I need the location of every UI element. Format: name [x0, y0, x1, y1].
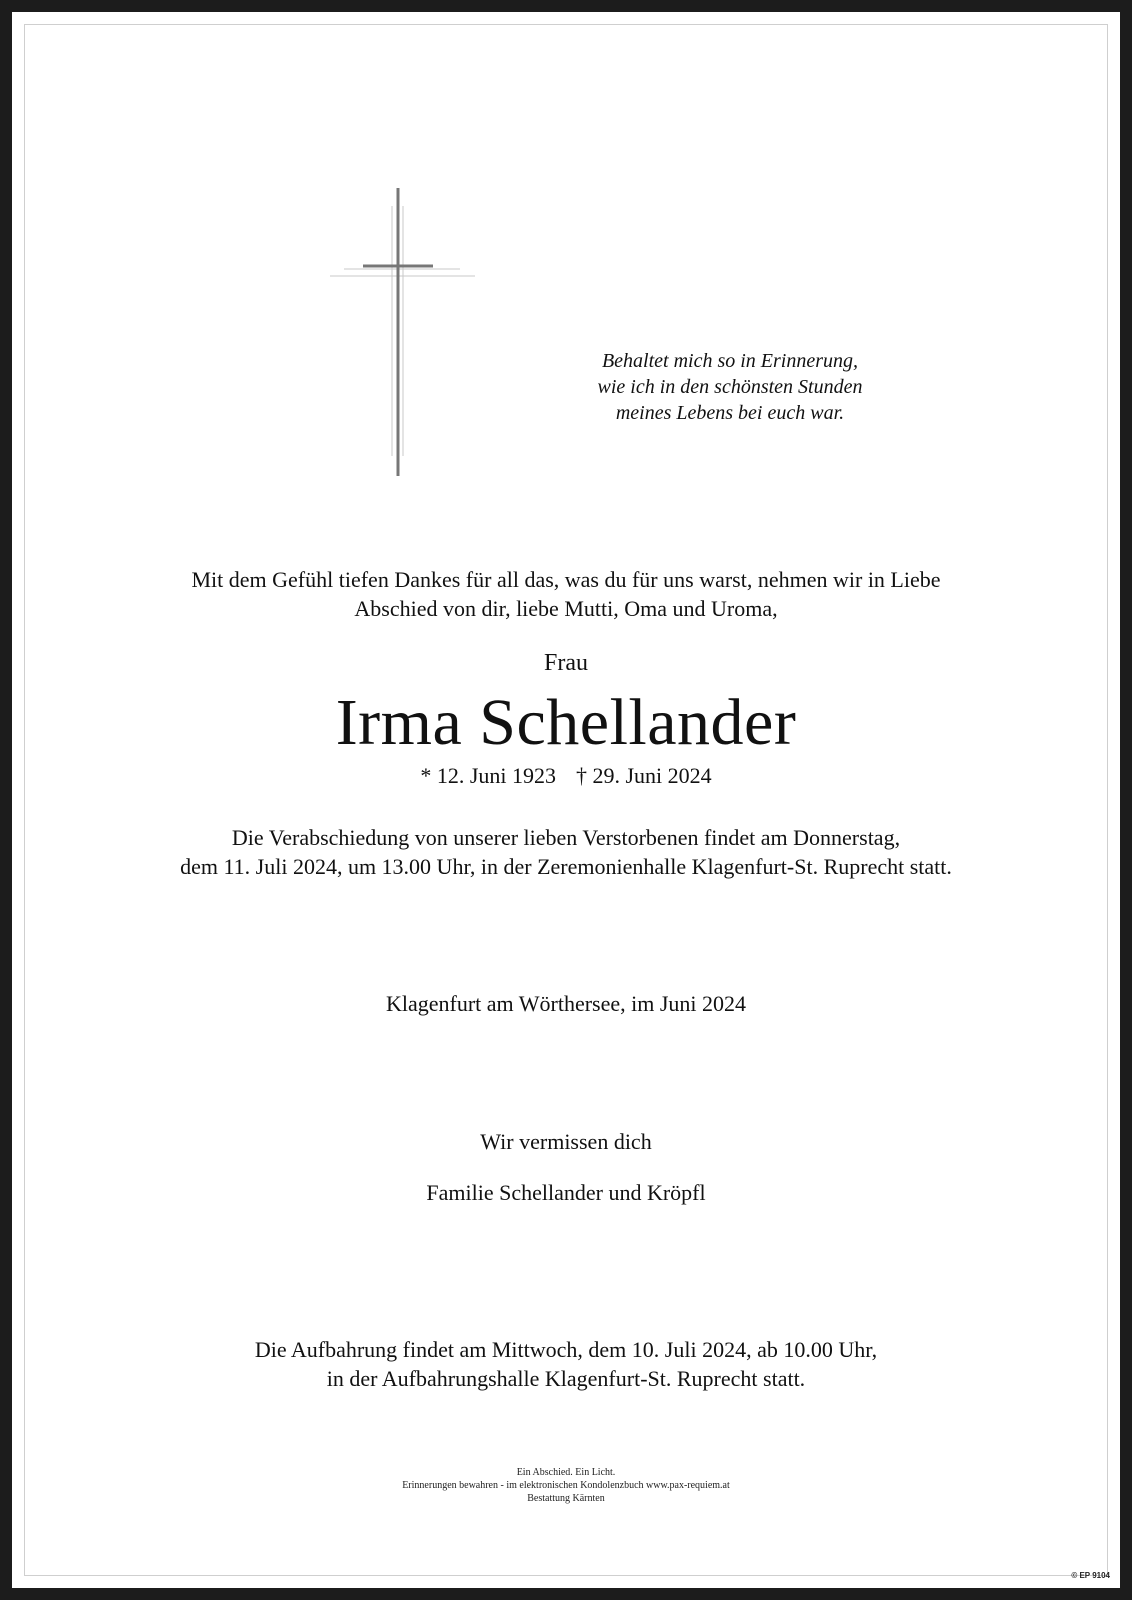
farewell-line: dem 11. Juli 2024, um 13.00 Uhr, in der Zeremonienhalle Klagenfurt-St. Ruprecht statt.	[180, 854, 952, 879]
footer-line: Bestattung Kärnten	[527, 1493, 605, 1504]
viewing-line: Die Aufbahrung findet am Mittwoch, dem 10. Juli 2024, ab 10.00 Uhr,	[254, 1337, 878, 1362]
footer-line: Erinnerungen bewahren - im elektronischen Kondolenzbuch www.pax-requiem.at	[402, 1480, 730, 1491]
cross-icon	[330, 188, 480, 478]
farewell-line: Die Verabschiedung von unserer lieben Verstorbenen findet am Donnerstag,	[231, 825, 901, 850]
intro-line: Abschied von dir, liebe Mutti, Oma und Uroma,	[354, 596, 778, 621]
quote-line: Behaltet mich so in Erinnerung,	[601, 350, 859, 372]
farewell-announcement	[0, 823, 1132, 881]
death-date: † 29. Juni 2024	[576, 763, 712, 788]
we-miss-you: Wir vermissen dich	[480, 1129, 652, 1154]
viewing-line: in der Aufbahrungshalle Klagenfurt-St. Ruprecht statt.	[326, 1366, 806, 1391]
footer-line: Ein Abschied. Ein Licht.	[516, 1467, 616, 1478]
quote-line: wie ich in den schönsten Stunden	[597, 376, 863, 398]
salutation: Frau	[544, 650, 588, 676]
life-dates	[0, 762, 1132, 790]
quote-line: meines Lebens bei euch war.	[615, 402, 845, 424]
place-and-date: Klagenfurt am Wörthersee, im Juni 2024	[385, 991, 747, 1016]
intro-line: Mit dem Gefühl tiefen Dankes für all das, was du für uns warst, nehmen wir in Liebe	[191, 567, 941, 592]
birth-date: * 12. Juni 1923	[420, 763, 556, 788]
print-code: © EP 9104	[1071, 1571, 1110, 1580]
memorial-quote	[540, 348, 920, 426]
footer-note	[0, 1466, 1132, 1505]
deceased-name: Irma Schellander	[335, 686, 797, 759]
viewing-announcement	[0, 1335, 1132, 1393]
family-signature: Familie Schellander und Kröpfl	[426, 1180, 706, 1205]
intro-text	[0, 565, 1132, 623]
